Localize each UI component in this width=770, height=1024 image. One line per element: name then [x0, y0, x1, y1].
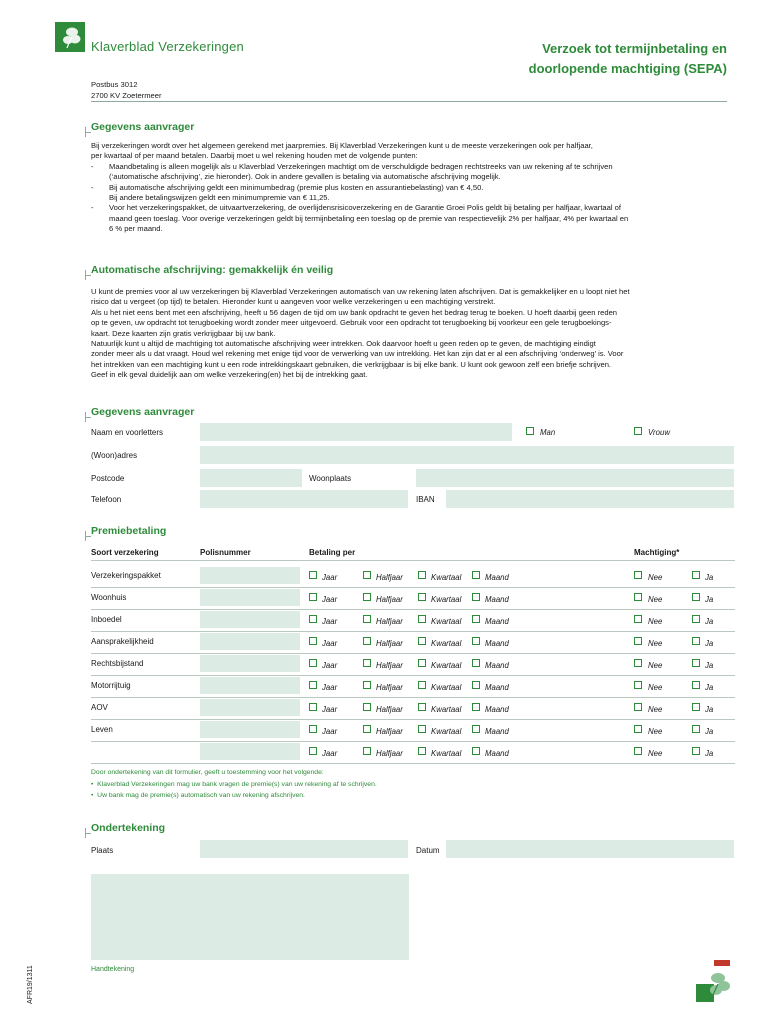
body-line: op te geven, uw opdracht tot terugboeking wordt zonder meer uitgevoerd. Gebruik voor een opdracht tot terugboeking bij voorkeur een gele terugboekings-	[91, 318, 612, 328]
insurance-type-label: Inboedel	[91, 615, 122, 624]
halfjaar-checkbox[interactable]	[363, 593, 371, 601]
jaar-checkbox[interactable]	[309, 637, 317, 645]
kwartaal-option-label: Kwartaal	[431, 573, 462, 582]
woonplaats-field[interactable]	[416, 469, 734, 487]
section-title: Ondertekening	[91, 822, 166, 834]
bullet-icon: •	[91, 781, 98, 788]
section-body	[91, 287, 736, 381]
brand-main: Klaverblad	[91, 39, 155, 54]
nee-option-label: Nee	[648, 595, 663, 604]
kwartaal-option-label: Kwartaal	[431, 595, 462, 604]
jaar-checkbox[interactable]	[309, 571, 317, 579]
woonplaats-label: Woonplaats	[309, 474, 352, 483]
halfjaar-option-label: Halfjaar	[376, 617, 403, 626]
maand-option-label: Maand	[485, 617, 509, 626]
form-code: AFR19/1311	[27, 965, 34, 1004]
ja-checkbox[interactable]	[692, 703, 700, 711]
maand-option-label: Maand	[485, 639, 509, 648]
table-row-rule	[91, 697, 735, 698]
body-line: kaart. Deze kaarten zijn gratis verkrijgbaar bij uw bank.	[91, 328, 276, 338]
body-line: Bij andere betalingswijzen geldt een minimumpremie van € 11,25.	[109, 193, 330, 203]
iban-field[interactable]	[446, 490, 734, 508]
halfjaar-option-label: Halfjaar	[376, 639, 403, 648]
body-line: Bij verzekeringen wordt over het algemeen gerekend met jaarpremies. Bij Klaverblad Verzekeringen kunt u de meeste verzekeringen ook per halfjaar,	[91, 141, 593, 150]
jaar-option-label: Jaar	[322, 661, 338, 670]
jaar-checkbox[interactable]	[309, 703, 317, 711]
col-machtiging-header: Machtiging*	[634, 548, 680, 557]
halfjaar-checkbox[interactable]	[363, 637, 371, 645]
kwartaal-checkbox[interactable]	[418, 593, 426, 601]
brand-name	[91, 39, 244, 54]
jaar-checkbox[interactable]	[309, 725, 317, 733]
name-label: Naam en voorletters	[91, 428, 164, 437]
telefoon-field[interactable]	[200, 490, 408, 508]
address-label: (Woon)adres	[91, 451, 138, 460]
halfjaar-checkbox[interactable]	[363, 703, 371, 711]
ja-checkbox[interactable]	[692, 681, 700, 689]
vrouw-label: Vrouw	[648, 428, 670, 437]
polisnummer-field[interactable]	[200, 589, 300, 606]
maand-checkbox[interactable]	[472, 615, 480, 623]
nee-checkbox[interactable]	[634, 747, 642, 755]
kwartaal-option-label: Kwartaal	[431, 661, 462, 670]
halfjaar-checkbox[interactable]	[363, 571, 371, 579]
ja-option-label: Ja	[705, 573, 714, 582]
address-line: Postbus 3012	[91, 80, 138, 89]
postcode-label: Postcode	[91, 474, 125, 483]
table-row-rule	[91, 763, 735, 764]
footer-logo-icon	[696, 960, 732, 1004]
table-row-rule	[91, 653, 735, 654]
ja-checkbox[interactable]	[692, 615, 700, 623]
maand-checkbox[interactable]	[472, 747, 480, 755]
ja-checkbox[interactable]	[692, 593, 700, 601]
signature-field[interactable]	[91, 874, 409, 960]
kwartaal-checkbox[interactable]	[418, 637, 426, 645]
maand-checkbox[interactable]	[472, 703, 480, 711]
kwartaal-option-label: Kwartaal	[431, 705, 462, 714]
iban-label: IBAN	[416, 495, 435, 504]
polisnummer-field[interactable]	[200, 633, 300, 650]
insurance-type-label: Woonhuis	[91, 593, 127, 602]
kwartaal-checkbox[interactable]	[418, 615, 426, 623]
insurance-type-label: Aansprakelijkheid	[91, 637, 154, 646]
ja-checkbox[interactable]	[692, 637, 700, 645]
halfjaar-checkbox[interactable]	[363, 747, 371, 755]
maand-checkbox[interactable]	[472, 571, 480, 579]
table-row-rule	[91, 741, 735, 742]
consent-bullet	[91, 781, 377, 788]
maand-option-label: Maand	[485, 683, 509, 692]
section-title: Gegevens aanvrager	[91, 406, 195, 418]
ja-checkbox[interactable]	[692, 725, 700, 733]
nee-checkbox[interactable]	[634, 637, 642, 645]
maand-option-label: Maand	[485, 749, 509, 758]
form-title	[529, 39, 727, 79]
body-line: Voor het verzekeringspakket, de uitvaartverzekering, de overlijdensrisicoverzekering en de Garantie Groei Polis geldt bij betaling per halfjaar, kwartaal of	[109, 203, 622, 213]
brand-sub: Verzekeringen	[158, 39, 244, 54]
dash: -	[91, 203, 94, 213]
insurance-type-label: Rechtsbijstand	[91, 659, 144, 668]
table-row-rule	[91, 675, 735, 676]
halfjaar-option-label: Halfjaar	[376, 661, 403, 670]
insurance-type-label: Verzekeringspakket	[91, 571, 161, 580]
kwartaal-checkbox[interactable]	[418, 747, 426, 755]
jaar-checkbox[interactable]	[309, 593, 317, 601]
jaar-option-label: Jaar	[322, 595, 338, 604]
polisnummer-field[interactable]	[200, 743, 300, 760]
polisnummer-field[interactable]	[200, 655, 300, 672]
halfjaar-option-label: Halfjaar	[376, 749, 403, 758]
body-line: U kunt de premies voor al uw verzekeringen bij Klaverblad Verzekeringen automatisch van uw rekening laten afschrijven. Dat is gemakkelijker en u loopt niet het	[91, 287, 630, 296]
table-row-rule	[91, 587, 735, 588]
halfjaar-checkbox[interactable]	[363, 681, 371, 689]
body-line: maand geen toeslag. Voor overige verzekeringen geldt bij termijnbetaling een toeslag op de premie van respectievelijk 2% per halfjaar, 4% per kwartaal en	[109, 213, 629, 223]
consent-text: Uw bank mag de premie(s) automatisch van uw rekening afschrijven.	[97, 792, 305, 799]
jaar-checkbox[interactable]	[309, 659, 317, 667]
kwartaal-checkbox[interactable]	[418, 703, 426, 711]
maand-option-label: Maand	[485, 595, 509, 604]
col-soort-header: Soort verzekering	[91, 548, 159, 557]
consent-intro: Door ondertekening van dit formulier, geeft u toestemming voor het volgende:	[91, 769, 324, 776]
nee-checkbox[interactable]	[634, 703, 642, 711]
kwartaal-option-label: Kwartaal	[431, 617, 462, 626]
ja-option-label: Ja	[705, 595, 714, 604]
nee-option-label: Nee	[648, 749, 663, 758]
nee-option-label: Nee	[648, 661, 663, 670]
telefoon-label: Telefoon	[91, 495, 122, 504]
halfjaar-option-label: Halfjaar	[376, 595, 403, 604]
kwartaal-checkbox[interactable]	[418, 659, 426, 667]
section-title: Automatische afschrijving: gemakkelijk én veilig	[91, 264, 334, 276]
postcode-field[interactable]	[200, 469, 302, 487]
man-checkbox[interactable]	[526, 427, 534, 435]
consent-bullet	[91, 792, 305, 799]
table-row-rule	[91, 631, 735, 632]
body-line: Bij automatische afschrijving geldt een minimumbedrag (premie plus kosten en assurantiebelasting) van € 4,50.	[109, 182, 484, 192]
col-betaling-header: Betaling per	[309, 548, 356, 557]
table-header-rule	[91, 560, 735, 561]
name-field[interactable]	[200, 423, 512, 441]
jaar-checkbox[interactable]	[309, 681, 317, 689]
polisnummer-field[interactable]	[200, 677, 300, 694]
nee-option-label: Nee	[648, 639, 663, 648]
datum-field[interactable]	[446, 840, 734, 858]
halfjaar-checkbox[interactable]	[363, 615, 371, 623]
jaar-option-label: Jaar	[322, 639, 338, 648]
brand-logo-icon	[55, 22, 85, 52]
section-title: Premiebetaling	[91, 525, 167, 537]
insurance-type-label: Motorrijtuig	[91, 681, 131, 690]
plaats-label: Plaats	[91, 846, 114, 855]
halfjaar-option-label: Halfjaar	[376, 683, 403, 692]
halfjaar-checkbox[interactable]	[363, 659, 371, 667]
insurance-type-label: Leven	[91, 725, 113, 734]
plaats-field[interactable]	[200, 840, 408, 858]
maand-option-label: Maand	[485, 727, 509, 736]
ja-option-label: Ja	[705, 661, 714, 670]
man-label: Man	[540, 428, 556, 437]
nee-option-label: Nee	[648, 705, 663, 714]
address-line: 2700 KV Zoetermeer	[91, 91, 162, 100]
nee-checkbox[interactable]	[634, 659, 642, 667]
jaar-option-label: Jaar	[322, 749, 338, 758]
form-title-line: doorlopende machtiging (SEPA)	[528, 61, 727, 76]
address-field[interactable]	[200, 446, 734, 464]
jaar-checkbox[interactable]	[309, 615, 317, 623]
halfjaar-checkbox[interactable]	[363, 725, 371, 733]
body-line: per kwartaal of per maand betalen. Daarbij moet u wel rekening houden met de volgende punten:	[91, 151, 418, 161]
ja-option-label: Ja	[705, 749, 714, 758]
polisnummer-field[interactable]	[200, 721, 300, 738]
nee-checkbox[interactable]	[634, 571, 642, 579]
table-row-rule	[91, 719, 735, 720]
maand-option-label: Maand	[485, 661, 509, 670]
body-line: (‘automatische afschrijving’, zie hieronder). Ook in andere gevallen is betaling via automatische afschrijving mogelijk.	[109, 172, 501, 182]
nee-option-label: Nee	[648, 573, 663, 582]
polisnummer-field[interactable]	[200, 567, 300, 584]
body-line: het intrekken van een machtiging kunt u een rode intrekkingskaart gebruiken, die verkrijgbaar is bij elke bank. U kunt ook gewoon zelf een briefje schrijven.	[91, 359, 612, 369]
table-row-rule	[91, 609, 735, 610]
maand-checkbox[interactable]	[472, 681, 480, 689]
maand-option-label: Maand	[485, 705, 509, 714]
body-line: risico dat u vergeet (op tijd) te betalen. Hieronder kunt u aangeven voor welke verzekeringen u een machtiging verstrekt.	[91, 297, 496, 307]
polisnummer-field[interactable]	[200, 699, 300, 716]
consent-text: Klaverblad Verzekeringen mag uw bank vragen de premie(s) van uw rekening af te schrijven.	[97, 781, 377, 788]
halfjaar-option-label: Halfjaar	[376, 705, 403, 714]
handtekening-label: Handtekening	[91, 966, 135, 973]
header-rule	[91, 101, 727, 102]
section-body	[91, 141, 736, 235]
kwartaal-option-label: Kwartaal	[431, 749, 462, 758]
maand-checkbox[interactable]	[472, 593, 480, 601]
ja-checkbox[interactable]	[692, 571, 700, 579]
ja-checkbox[interactable]	[692, 659, 700, 667]
nee-checkbox[interactable]	[634, 681, 642, 689]
dash: -	[91, 161, 94, 171]
col-polis-header: Polisnummer	[200, 548, 251, 557]
jaar-option-label: Jaar	[322, 727, 338, 736]
form-title-line: Verzoek tot termijnbetaling en	[542, 41, 727, 56]
body-line: Maandbetaling is alleen mogelijk als u Klaverblad Verzekeringen machtigt om de verschuldigde bedragen rechtstreeks van uw rekening af te schrijven	[109, 161, 613, 171]
nee-checkbox[interactable]	[634, 725, 642, 733]
nee-option-label: Nee	[648, 683, 663, 692]
body-line: Als u het niet eens bent met een afschrijving, heeft u 56 dagen de tijd om uw bank opdracht te geven het bedrag terug te boeken. U hoeft daarbij geen reden	[91, 307, 618, 317]
kwartaal-option-label: Kwartaal	[431, 727, 462, 736]
datum-label: Datum	[416, 846, 440, 855]
dash: -	[91, 182, 94, 192]
kwartaal-option-label: Kwartaal	[431, 639, 462, 648]
maand-option-label: Maand	[485, 573, 509, 582]
halfjaar-option-label: Halfjaar	[376, 573, 403, 582]
jaar-option-label: Jaar	[322, 705, 338, 714]
section-title: Gegevens aanvrager	[91, 121, 195, 133]
vrouw-checkbox[interactable]	[634, 427, 642, 435]
maand-checkbox[interactable]	[472, 725, 480, 733]
bullet-icon: •	[91, 792, 98, 799]
jaar-option-label: Jaar	[322, 573, 338, 582]
kwartaal-checkbox[interactable]	[418, 681, 426, 689]
nee-option-label: Nee	[648, 727, 663, 736]
body-line: zonder meer als u dat vraagt. Houd wel rekening met enige tijd voor de verwerking van uw intrekking. Het kan zijn dat er al een afschrijving ‘onderweg’ is. Voor	[91, 349, 624, 359]
ja-option-label: Ja	[705, 639, 714, 648]
body-line: 6 % per maand.	[109, 224, 163, 234]
nee-option-label: Nee	[648, 617, 663, 626]
address-block	[91, 79, 162, 101]
kwartaal-option-label: Kwartaal	[431, 683, 462, 692]
jaar-checkbox[interactable]	[309, 747, 317, 755]
ja-option-label: Ja	[705, 683, 714, 692]
polisnummer-field[interactable]	[200, 611, 300, 628]
insurance-type-label: AOV	[91, 703, 108, 712]
ja-option-label: Ja	[705, 705, 714, 714]
body-line: Geef in elk geval duidelijk aan om welke verzekering(en) het bij de intrekking gaat.	[91, 370, 368, 380]
jaar-option-label: Jaar	[322, 617, 338, 626]
jaar-option-label: Jaar	[322, 683, 338, 692]
ja-checkbox[interactable]	[692, 747, 700, 755]
kwartaal-checkbox[interactable]	[418, 571, 426, 579]
ja-option-label: Ja	[705, 727, 714, 736]
halfjaar-option-label: Halfjaar	[376, 727, 403, 736]
ja-option-label: Ja	[705, 617, 714, 626]
maand-checkbox[interactable]	[472, 637, 480, 645]
kwartaal-checkbox[interactable]	[418, 725, 426, 733]
body-line: Natuurlijk kunt u altijd de machtiging tot automatische afschrijving weer intrekken. Ook daarvoor hoeft u geen reden op te geven, de machtiging eindigt	[91, 339, 596, 349]
nee-checkbox[interactable]	[634, 593, 642, 601]
nee-checkbox[interactable]	[634, 615, 642, 623]
maand-checkbox[interactable]	[472, 659, 480, 667]
